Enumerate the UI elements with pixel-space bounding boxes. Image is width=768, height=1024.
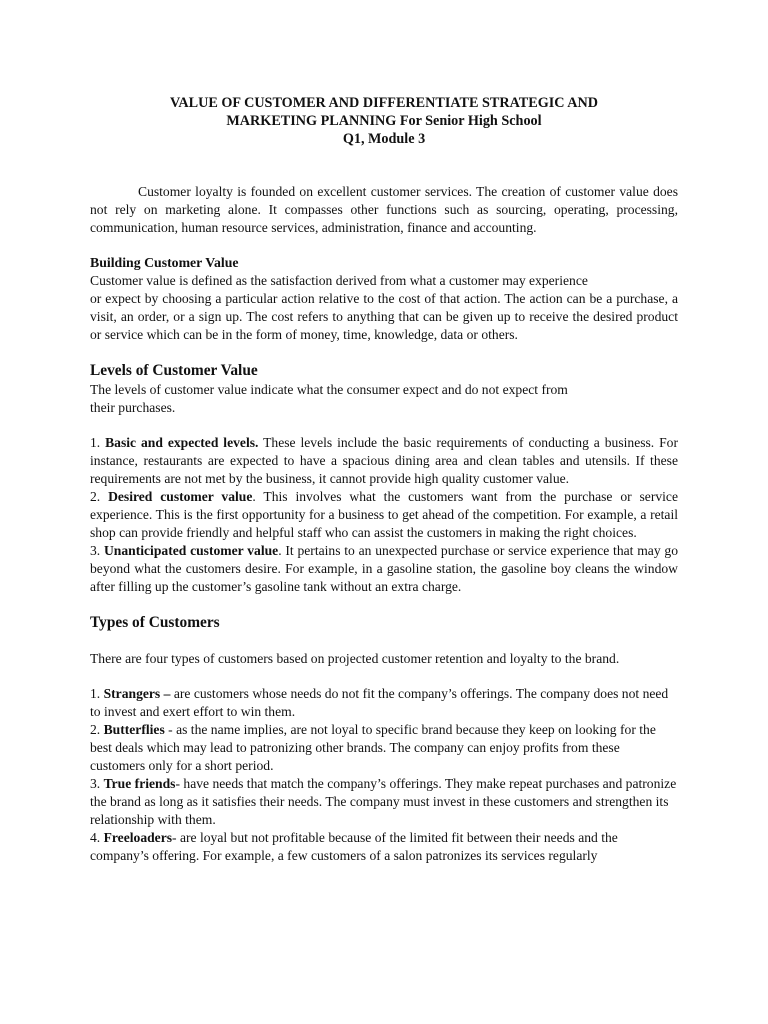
type-item-text: - are loyal but not profitable because of the limited fit between their needs and the company’s offering. For example, a few customers of a salon patronizes its services regularly [90, 830, 618, 863]
types-intro: There are four types of customers based on projected customer retention and loyalty to the brand. [90, 651, 620, 666]
building-body: or expect by choosing a particular action relative to the cost of that action. The action can be a purchase, a visit, an order, or a sign up. The cost refers to anything that can be given up to receive the desired product or service which can be in the form of money, time, knowledge, data or others. [90, 291, 678, 342]
type-item-number: 3. [90, 776, 104, 791]
level-item-term: Basic and expected levels. [105, 435, 259, 450]
title-line-1: VALUE OF CUSTOMER AND DIFFERENTIATE STRATEGIC AND [169, 95, 599, 111]
intro-paragraph: Customer loyalty is founded on excellent customer services. The creation of customer value does not rely on marketing alone. It compasses other functions such as sourcing, operating, processing, communication, human resource services, administration, finance and accounting. [90, 184, 678, 235]
level-item-text: . This involves what the customers want from the purchase or service experience. This is the first opportunity for a business to get ahead of the competition. For example, a retail shop can provide friendly and helpful staff who can assist the customers in making the right choices. [90, 489, 678, 540]
title-line-3: Q1, Module 3 [342, 131, 426, 147]
level-item-text: . It pertains to an unexpected purchase or service experience that may go beyond what the customers desire. For example, in a gasoline station, the gasoline boy cleans the window after filling up the customer’s gasoline tank without an extra charge. [90, 543, 678, 594]
level-item-1 [90, 434, 678, 488]
level-item-number: 1. [90, 435, 106, 450]
spacer [90, 417, 678, 434]
level-item-term: Desired customer value [108, 489, 253, 504]
type-item-term: Strangers – [103, 686, 171, 701]
spacer [90, 668, 678, 685]
levels-intro-line-2: their purchases. [90, 400, 176, 415]
type-item-number: 2. [90, 722, 104, 737]
type-item-number: 1. [90, 686, 104, 701]
type-item-text: - as the name implies, are not loyal to specific brand because they keep on looking for the best deals which may lead to patronizing other brands. The company can enjoy profits from these customers only for a short period. [90, 722, 656, 773]
level-item-3 [90, 542, 678, 596]
spacer [90, 237, 678, 254]
level-item-text: These levels include the basic requirements of conducting a business. For instance, restaurants are expected to have a spacious dining area and clean tables and utensils. If these requirements are not met by the business, it cannot provide high quality customer value. [90, 435, 678, 486]
document-title [90, 94, 678, 148]
level-item-term: Unanticipated customer value [103, 543, 279, 558]
type-item-term: Butterflies [103, 722, 165, 737]
building-heading: Building Customer Value [90, 255, 239, 270]
levels-intro-line-1: The levels of customer value indicate what the consumer expect and do not expect from [90, 382, 568, 397]
type-item-2 [90, 721, 678, 775]
level-item-number: 2. [90, 489, 109, 504]
type-item-text: - have needs that match the company’s offerings. They make repeat purchases and patronize the brand as long as it satisfies their needs. The company must invest in these customers and strengthen its relationship with them. [90, 776, 677, 827]
type-item-text: are customers whose needs do not fit the company’s offerings. The company does not need to invest and exert effort to win them. [90, 686, 669, 719]
type-item-number: 4. [90, 830, 104, 845]
levels-heading: Levels of Customer Value [90, 362, 258, 379]
type-item-1 [90, 685, 678, 721]
title-line-2: MARKETING PLANNING For Senior High School [226, 113, 542, 129]
document-page [90, 94, 678, 865]
type-item-4 [90, 829, 678, 865]
level-item-2 [90, 488, 678, 542]
spacer [90, 633, 678, 650]
types-heading: Types of Customers [90, 614, 220, 631]
type-item-3 [90, 775, 678, 829]
type-item-term: Freeloaders [103, 830, 173, 845]
type-item-term: True friends [103, 776, 176, 791]
level-item-number: 3. [90, 543, 104, 558]
building-line-1: Customer value is defined as the satisfaction derived from what a customer may experience [90, 273, 588, 288]
